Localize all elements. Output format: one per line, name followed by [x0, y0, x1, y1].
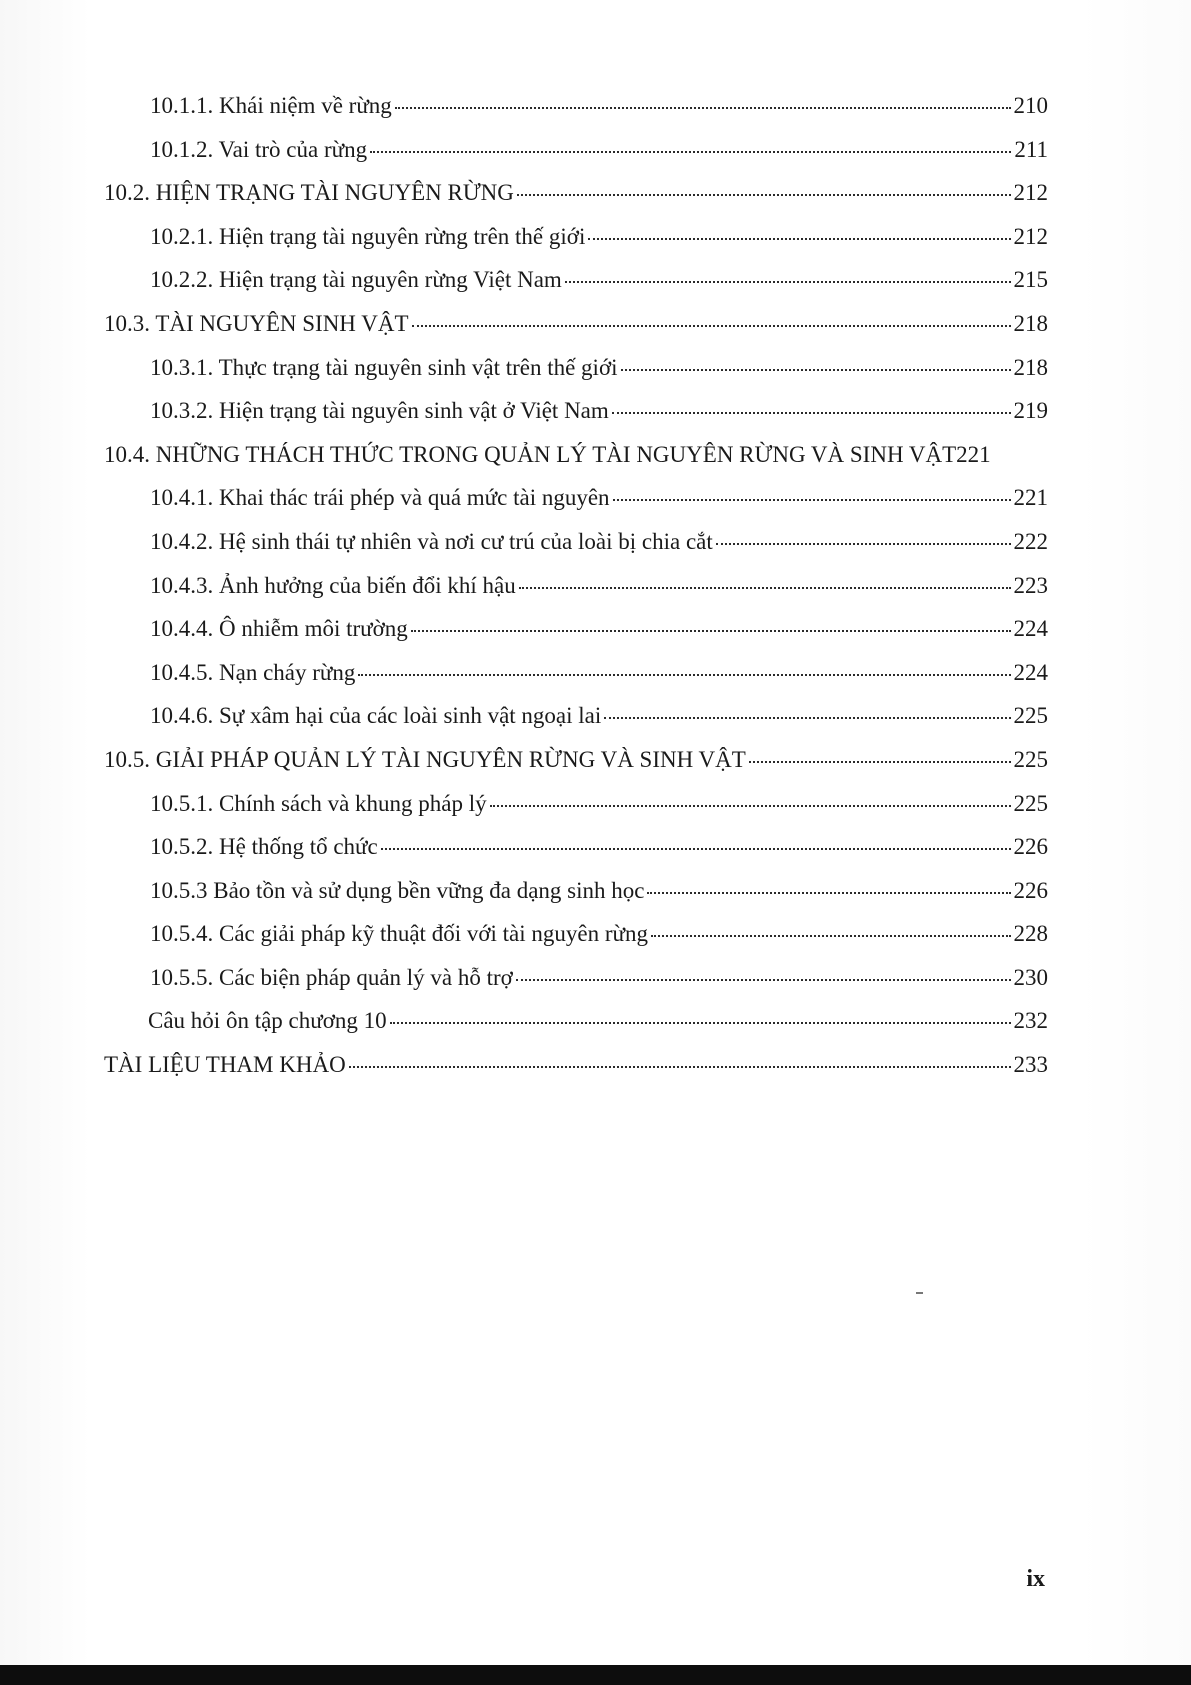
toc-entry [104, 389, 1048, 433]
toc-dot-leader [412, 302, 1011, 327]
toc-dot-leader [588, 215, 1010, 240]
toc-dot-leader [621, 346, 1011, 371]
toc-entry-page: 226 [1013, 877, 1048, 903]
toc-entry-title: 10.4. NHỮNG THÁCH THỨC TRONG QUẢN LÝ TÀI NGUYÊN RỪNG VÀ SINH VẬT [104, 441, 957, 467]
toc-entry-title: 10.2. HIỆN TRẠNG TÀI NGUYÊN RỪNG [104, 180, 514, 206]
toc-entry-page: 221 [1013, 485, 1048, 511]
toc-entry [104, 999, 1048, 1043]
toc-dot-leader [395, 84, 1011, 109]
toc-dot-leader [349, 1043, 1011, 1068]
toc-entry-title: 10.2.1. Hiện trạng tài nguyên rừng trên thế giới [150, 223, 586, 249]
toc-entry [104, 869, 1048, 913]
toc-entry [104, 564, 1048, 608]
toc-entry [104, 738, 1048, 782]
toc-dot-leader [516, 956, 1011, 981]
toc-entry-title: 10.3. TÀI NGUYÊN SINH VẬT [104, 310, 409, 336]
toc-entry-title: 10.4.6. Sự xâm hại của các loài sinh vật ngoại lai [150, 703, 602, 729]
toc-dot-leader [411, 607, 1011, 632]
toc-dot-leader [390, 999, 1011, 1024]
toc-entry-title: 10.4.3. Ảnh hưởng của biến đổi khí hậu [150, 572, 516, 598]
toc-entry-page: 226 [1013, 834, 1048, 860]
toc-dot-leader [612, 389, 1011, 414]
toc-entry-page: 218 [1013, 310, 1048, 336]
toc-entry-page: 230 [1013, 964, 1048, 990]
toc-dot-leader [490, 782, 1011, 807]
toc-dot-leader [358, 651, 1010, 676]
toc-entry [104, 171, 1048, 215]
toc-entry-title: 10.1.2. Vai trò của rừng [150, 136, 368, 162]
toc-entry [104, 258, 1048, 302]
toc-entry-title: 10.1.1. Khái niệm về rừng [150, 93, 392, 118]
toc-entry-page: 215 [1013, 267, 1048, 293]
toc-entry [104, 433, 1048, 477]
toc-entry-page: 210 [1013, 93, 1048, 118]
toc-entry [104, 215, 1048, 259]
toc-entry-page: 233 [1013, 1052, 1048, 1078]
toc-dot-leader [517, 171, 1011, 196]
toc-entry-title: 10.5.4. Các giải pháp kỹ thuật đối với tài nguyên rừng [150, 921, 648, 947]
toc-entry [104, 651, 1048, 695]
toc-entry-page: 222 [1013, 528, 1048, 554]
toc-dot-leader [749, 738, 1011, 763]
toc-dot-leader [604, 694, 1010, 719]
toc-entry [104, 520, 1048, 564]
toc-dot-leader [565, 258, 1011, 283]
toc-entry [104, 346, 1048, 390]
toc-entry-page: 224 [1013, 616, 1048, 642]
toc-entry-title: 10.5.5. Các biện pháp quản lý và hỗ trợ [150, 964, 513, 990]
toc-entry-title: TÀI LIỆU THAM KHẢO [104, 1052, 346, 1078]
scan-speck [916, 1292, 923, 1294]
toc-entry-page: 219 [1013, 398, 1048, 424]
toc-entry [104, 956, 1048, 1000]
toc-entry-page: 224 [1013, 659, 1048, 685]
toc-dot-leader [613, 476, 1011, 501]
toc-dot-leader [370, 128, 1011, 153]
toc-entry-title: 10.2.2. Hiện trạng tài nguyên rừng Việt Nam [150, 267, 562, 293]
toc-entry [104, 912, 1048, 956]
toc-entry-title: 10.4.1. Khai thác trái phép và quá mức tài nguyên [150, 485, 610, 511]
toc-entry-title: 10.3.2. Hiện trạng tài nguyên sinh vật ở Việt Nam [150, 398, 609, 424]
toc-entry-title: Câu hỏi ôn tập chương 10 [148, 1008, 387, 1034]
toc-entry [104, 825, 1048, 869]
toc-dot-leader [647, 869, 1010, 894]
toc-dot-leader [651, 912, 1011, 937]
toc-entry-page: 225 [1013, 746, 1048, 772]
toc-dot-leader [519, 564, 1011, 589]
toc-entry-title: 10.3.1. Thực trạng tài nguyên sinh vật trên thế giới [150, 354, 618, 380]
toc-entry-title: 10.5.3 Bảo tồn và sử dụng bền vững đa dạng sinh học [150, 877, 645, 903]
toc-entry [104, 607, 1048, 651]
toc-entry [104, 782, 1048, 826]
scan-bottom-edge [0, 1665, 1191, 1685]
table-of-contents [104, 84, 1048, 1087]
toc-entry [104, 476, 1048, 520]
toc-entry [104, 694, 1048, 738]
toc-entry-page: 228 [1013, 921, 1048, 947]
toc-dot-leader [716, 520, 1011, 545]
toc-entry-page: 212 [1013, 223, 1048, 249]
toc-entry-title: 10.4.5. Nạn cháy rừng [150, 659, 356, 685]
toc-entry-page: 211 [1014, 136, 1048, 162]
toc-entry-page: 223 [1013, 572, 1048, 598]
toc-entry-title: 10.5.2. Hệ thống tổ chức [150, 834, 378, 860]
toc-entry [104, 84, 1048, 128]
toc-entry [104, 128, 1048, 172]
toc-entry-title: 10.4.2. Hệ sinh thái tự nhiên và nơi cư trú của loài bị chia cắt [150, 528, 713, 554]
toc-entry [104, 302, 1048, 346]
toc-entry-page: 221 [956, 441, 991, 467]
toc-entry [104, 1043, 1048, 1087]
toc-entry-title: 10.4.4. Ô nhiễm môi trường [150, 616, 408, 642]
toc-entry-title: 10.5. GIẢI PHÁP QUẢN LÝ TÀI NGUYÊN RỪNG VÀ SINH VẬT [104, 746, 746, 772]
toc-entry-page: 225 [1013, 703, 1048, 729]
toc-entry-page: 218 [1013, 354, 1048, 380]
page-number: ix [1026, 1566, 1045, 1592]
toc-entry-page: 225 [1013, 790, 1048, 816]
toc-entry-page: 232 [1013, 1008, 1048, 1034]
toc-entry-page: 212 [1013, 180, 1048, 206]
toc-dot-leader [381, 825, 1011, 850]
toc-entry-title: 10.5.1. Chính sách và khung pháp lý [150, 790, 487, 816]
